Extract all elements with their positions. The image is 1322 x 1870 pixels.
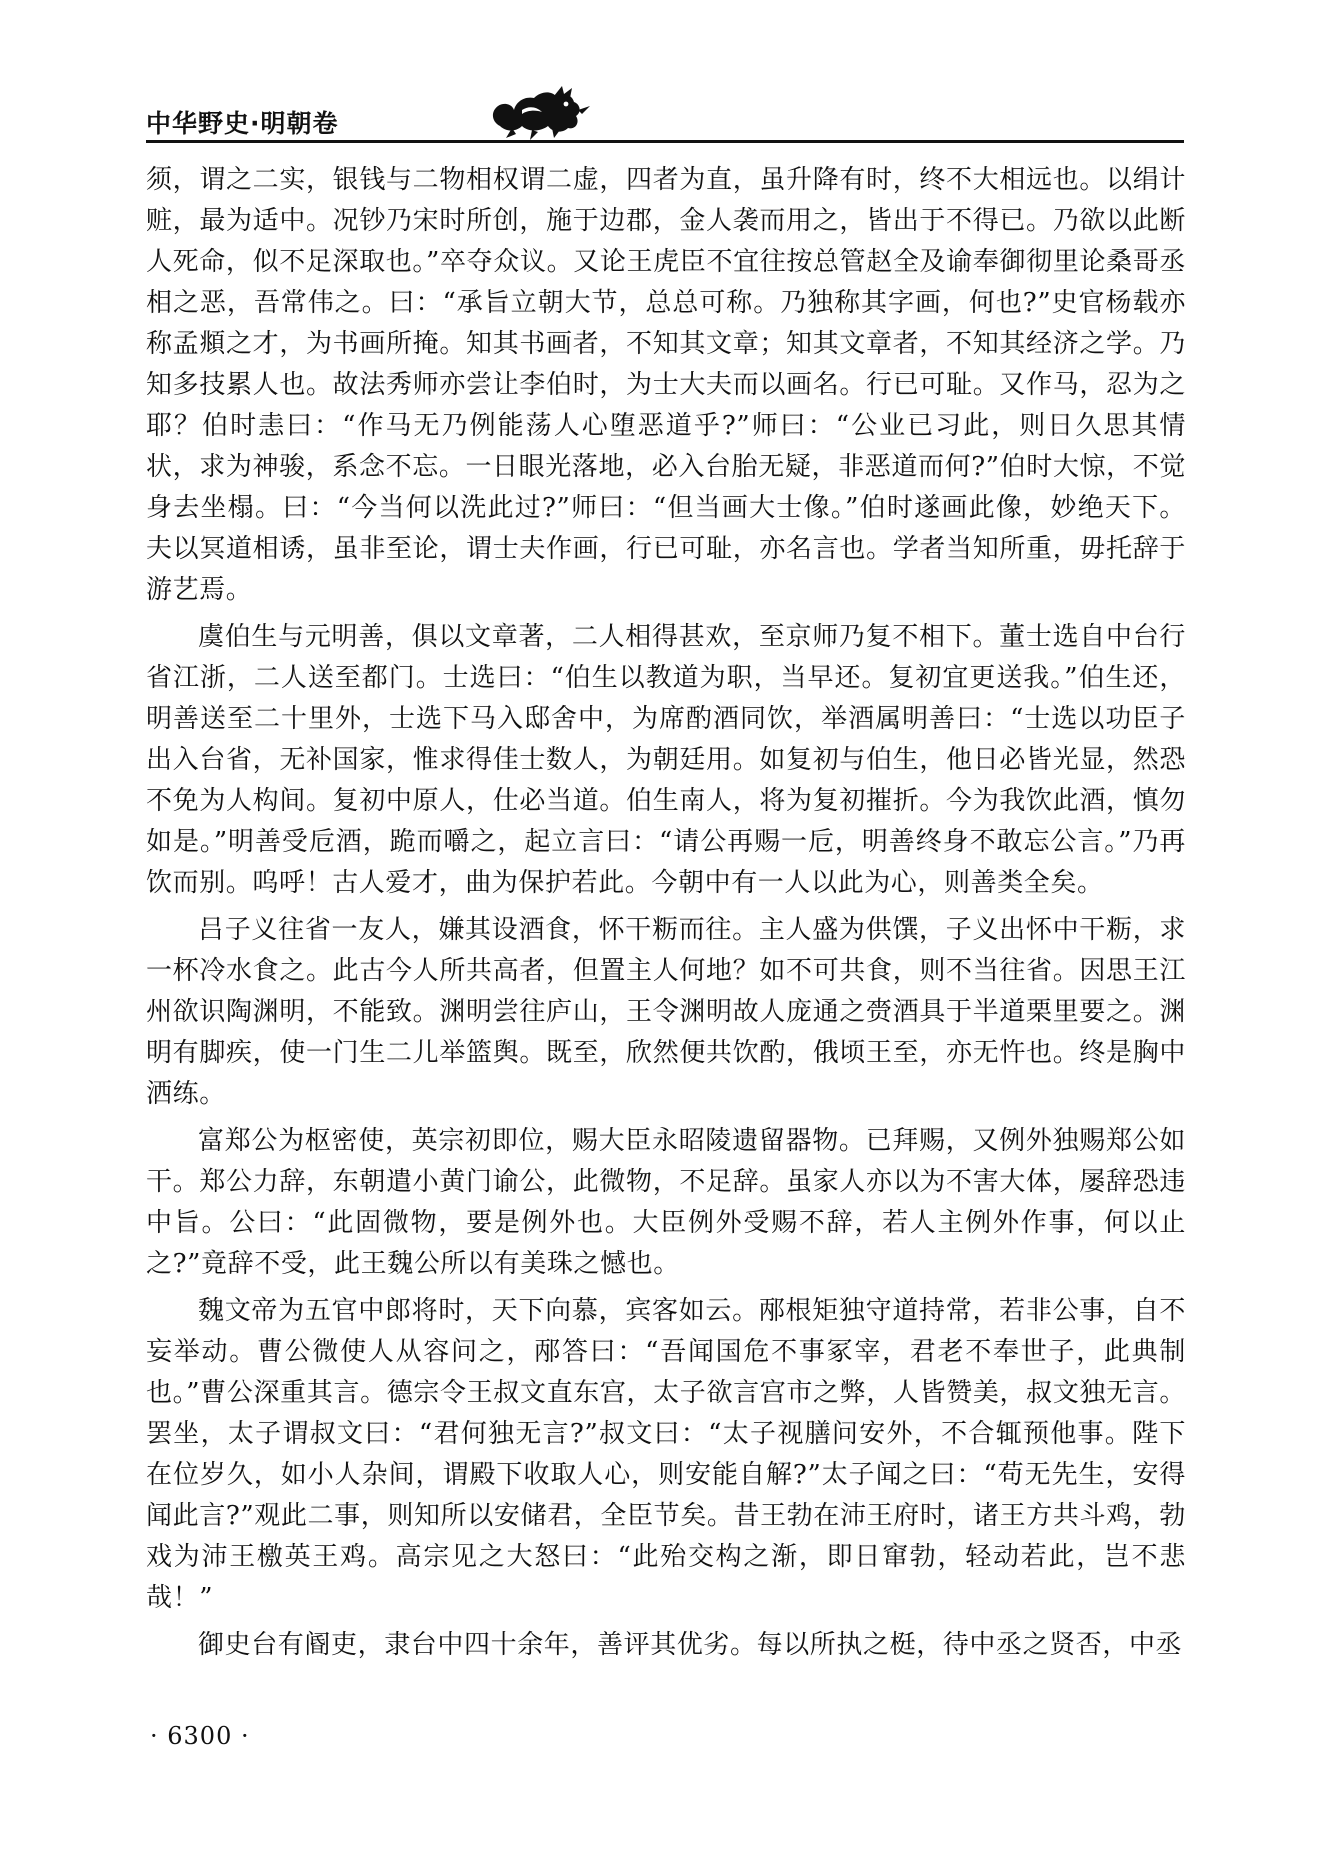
paragraph: 虞伯生与元明善，俱以文章著，二人相得甚欢，至京师乃复不相下。董士选自中台行省江浙，二人送至都门。士选曰：“伯生以教道为职，当早还。复初宜更送我。”伯生还，明善送至二十里外，士选下马入邸舍中，为席酌酒同饮，举酒属明善曰：“士选以功臣子出入台省，无补国家，惟求得佳士数人，为朝廷用。如复初与伯生，他日必皆光显，然恐不免为人构间。复初中原人，仕必当道。伯生南人，将为复初摧折。今为我饮此酒，慎勿如是。”明善受卮酒，跪而嚼之，起立言曰：“请公再赐一卮，明善终身不敢忘公言。”乃再饮而别。呜呼！古人爱才，曲为保护若此。今朝中有一人以此为心，则善类全矣。 <box>146 622 1186 898</box>
page-number: · 6300 · <box>150 1722 250 1750</box>
running-header <box>146 82 1186 142</box>
book-title: 中华野史·明朝卷 <box>146 109 339 138</box>
dragon-emblem-icon <box>482 82 592 140</box>
paragraph: 须，谓之二实，银钱与二物相权谓二虚，四者为直，虽升降有时，终不大相远也。以绢计赃，最为适中。况钞乃宋时所创，施于边郡，金人袭而用之，皆出于不得已。乃欲以此断人死命，似不足深取也。”卒夺众议。又论王虎臣不宜往按总管赵全及谕奉御彻里论桑哥丞相之恶，吾常伟之。曰：“承旨立朝大节，总总可称。乃独称其字画，何也?”史官杨载亦称孟頫之才，为书画所掩。知其书画者，不知其文章；知其文章者，不知其经济之学。乃知多技累人也。故法秀师亦尝让李伯时，为士大夫而以画名。行已可耻。又作马，忍为之耶？伯时恚曰：“作马无乃例能荡人心堕恶道乎?”师曰：“公业已习此，则日久思其情状，求为神骏，系念不忘。一日眼光落地，必入台胎无疑，非恶道而何?”伯时大惊，不觉身去坐榻。曰：“今当何以洗此过?”师曰：“但当画大士像。”伯时遂画此像，妙绝天下。夫以冥道相诱，虽非至论，谓士夫作画，行已可耻，亦名言也。学者当知所重，毋托辞于游艺焉。 <box>146 165 1186 605</box>
header-rule <box>146 140 1184 143</box>
paragraph: 御史台有阍吏，隶台中四十余年，善评其优劣。每以所执之梃，待中丞之贤否，中丞 <box>198 1630 1183 1660</box>
paragraph: 吕子义往省一友人，嫌其设酒食，怀干粝而往。主人盛为供馔，子义出怀中干粝，求一杯冷水食之。此古今人所共高者，但置主人何地？如不可共食，则不当往省。因思王江州欲识陶渊明，不能致。渊明尝往庐山，王令渊明故人庞通之赍酒具于半道栗里要之。渊明有脚疾，使一门生二儿举篮舆。既至，欣然便共饮酌，俄顷王至，亦无忤也。终是胸中洒练。 <box>146 915 1186 1109</box>
paragraph: 魏文帝为五官中郎将时，天下向慕，宾客如云。邴根矩独守道持常，若非公事，自不妄举动。曹公微使人从容问之，邴答曰：“吾闻国危不事冢宰，君老不奉世子，此典制也。”曹公深重其言。德宗令王叔文直东宫，太子欲言宫市之弊，人皆赞美，叔文独无言。罢坐，太子谓叔文曰：“君何独无言?”叔文曰：“太子视膳问安外，不合辄预他事。陛下在位岁久，如小人杂间，谓殿下收取人心，则安能自解?”太子闻之曰：“苟无先生，安得闻此言?”观此二事，则知所以安储君，全臣节矣。昔王勃在沛王府时，诸王方共斗鸡，勃戏为沛王檄英王鸡。高宗见之大怒曰：“此殆交构之渐，即日窜勃，轻动若此，岂不悲哉！” <box>146 1296 1186 1613</box>
body-text <box>146 160 1186 1672</box>
paragraph: 富郑公为枢密使，英宗初即位，赐大臣永昭陵遗留器物。已拜赐，又例外独赐郑公如干。郑公力辞，东朝遣小黄门谕公，此微物，不足辞。虽家人亦以为不害大体，屡辞恐违中旨。公曰：“此固微物，要是例外也。大臣例外受赐不辞，若人主例外作事，何以止之?”竟辞不受，此王魏公所以有美珠之憾也。 <box>146 1126 1186 1279</box>
